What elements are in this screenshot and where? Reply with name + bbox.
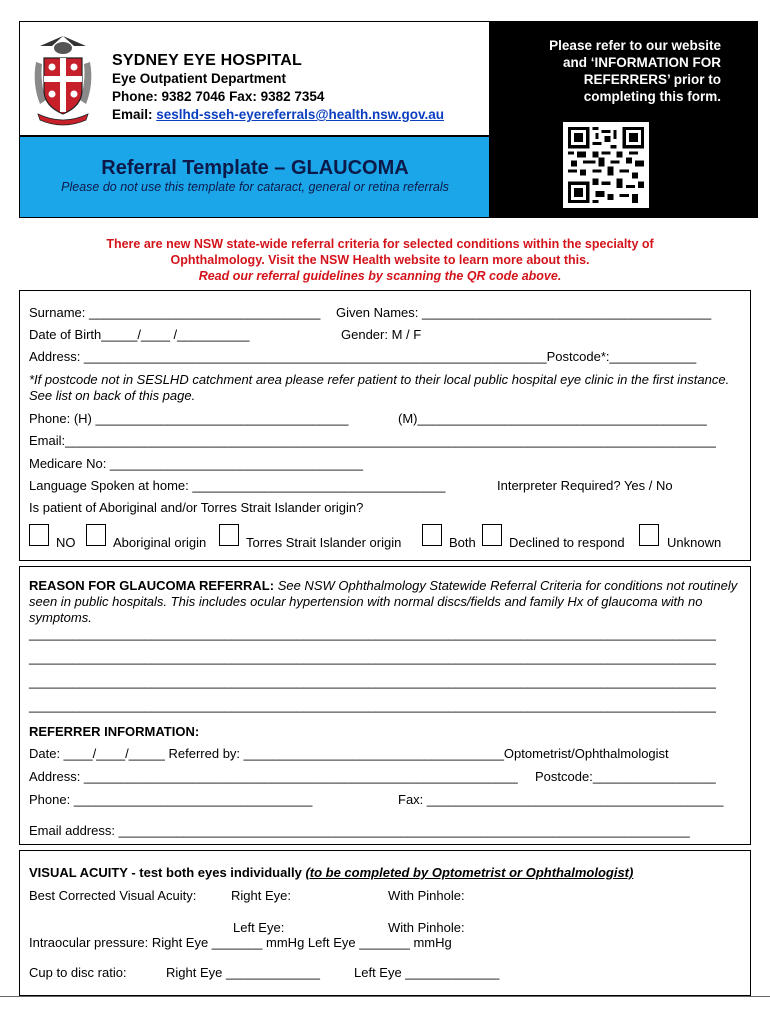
qr-code-icon	[568, 127, 644, 203]
checkbox-declined[interactable]	[482, 524, 502, 546]
option-label: Torres Strait Islander origin	[246, 535, 402, 550]
visual-heading-note: (to be completed by Optometrist or Ophthalmologist)	[305, 865, 634, 880]
phone-home-field[interactable]: Phone: (H) ___________________________________	[29, 411, 349, 426]
referrer-fax-field[interactable]: Fax: _________________________________________	[398, 792, 724, 807]
phone-fax: Phone: 9382 7046 Fax: 9382 7354	[112, 89, 325, 104]
option-label: NO	[56, 535, 76, 550]
bcva-label: Best Corrected Visual Acuity:	[29, 888, 197, 903]
website-notice-line: Please refer to our website	[549, 38, 721, 53]
language-field[interactable]: Language Spoken at home: ___________________________________	[29, 478, 446, 493]
cdr-right-field[interactable]: Right Eye _____________	[166, 965, 320, 980]
option-label: Aboriginal origin	[113, 535, 207, 550]
address-field[interactable]: Address: ________________________________________________________________Postcode*:____________	[29, 349, 697, 364]
hospital-crest-logo	[30, 34, 96, 126]
interpreter-field[interactable]: Interpreter Required? Yes / No	[497, 478, 673, 493]
website-notice	[489, 37, 721, 105]
reason-heading: REASON FOR GLAUCOMA REFERRAL:	[29, 578, 275, 593]
email-link[interactable]: seslhd-sseh-eyereferrals@health.nsw.gov.au	[156, 107, 445, 122]
referral-criteria-notice	[30, 236, 730, 284]
cdr-label: Cup to disc ratio:	[29, 965, 127, 980]
reason-note: See NSW Ophthalmology Statewide Referral Criteria for conditions not routinely seen in public hospitals. This includes ocular hypertension with normal discs/fields and family Hx of glaucoma with no symptoms.	[29, 578, 738, 625]
gender-field[interactable]: Gender: M / F	[341, 327, 422, 342]
iop-field[interactable]: Intraocular pressure: Right Eye _______ mmHg Left Eye _______ mmHg	[29, 935, 452, 950]
referrer-heading: REFERRER INFORMATION:	[29, 724, 200, 739]
left-eye-va-field[interactable]: Left Eye:	[233, 920, 285, 935]
right-eye-va-field[interactable]: Right Eye:	[231, 888, 291, 903]
email-label: Email:	[112, 107, 157, 122]
phone-mobile-field[interactable]: (M)________________________________________	[398, 411, 707, 426]
reason-line[interactable]: _______________________________________________________________________________________________	[29, 698, 716, 713]
reason-heading-block	[29, 578, 741, 626]
visual-heading-block	[29, 865, 633, 880]
surname-field[interactable]: Surname: ________________________________	[29, 305, 321, 320]
notice-line: Ophthalmology. Visit the NSW Health website to learn more about this.	[170, 253, 590, 267]
page-bottom-rule	[0, 996, 770, 997]
given-names-field[interactable]: Given Names: ________________________________________	[336, 305, 712, 320]
checkbox-both[interactable]	[422, 524, 442, 546]
hospital-name: SYDNEY EYE HOSPITAL	[112, 52, 302, 69]
referrer-address-field[interactable]: Address: ____________________________________________________________	[29, 769, 518, 784]
notice-line: Read our referral guidelines by scanning the QR code above.	[198, 269, 562, 283]
referrer-phone-field[interactable]: Phone: _________________________________	[29, 792, 313, 807]
left-pinhole-field[interactable]: With Pinhole:	[388, 920, 465, 935]
visual-heading: VISUAL ACUITY - test both eyes individually	[29, 865, 302, 880]
postcode-note: *If postcode not in SESLHD catchment area please refer patient to their local public hospital eye clinic in the first instance. See list on back of this page.	[29, 372, 730, 403]
website-notice-line: completing this form.	[583, 89, 721, 104]
checkbox-torres-strait[interactable]	[219, 524, 239, 546]
notice-line: There are new NSW state-wide referral criteria for selected conditions within the specialty of	[106, 237, 654, 251]
cdr-left-field[interactable]: Left Eye _____________	[354, 965, 500, 980]
email-line	[112, 107, 444, 122]
reason-line[interactable]: _______________________________________________________________________________________________	[29, 650, 716, 665]
email-field[interactable]: Email:__________________________________________________________________________________________	[29, 433, 716, 448]
form-title: Referral Template – GLAUCOMA	[101, 157, 409, 179]
aboriginal-question: Is patient of Aboriginal and/or Torres Strait Islander origin?	[29, 500, 364, 515]
department-name: Eye Outpatient Department	[112, 71, 287, 86]
option-label: Both	[449, 535, 476, 550]
website-notice-line: REFERRERS’ prior to	[583, 72, 721, 87]
title-banner	[19, 136, 489, 218]
referrer-postcode-field[interactable]: Postcode:_________________	[535, 769, 716, 784]
option-label: Declined to respond	[509, 535, 625, 550]
reason-line[interactable]: _______________________________________________________________________________________________	[29, 674, 716, 689]
dob-field[interactable]: Date of Birth_____/____ /__________	[29, 327, 250, 342]
checkbox-aboriginal[interactable]	[86, 524, 106, 546]
reason-line[interactable]: _______________________________________________________________________________________________	[29, 626, 716, 641]
form-subtitle: Please do not use this template for cataract, general or retina referrals	[61, 180, 449, 194]
website-notice-panel	[489, 21, 758, 218]
option-label: Unknown	[667, 535, 722, 550]
checkbox-unknown[interactable]	[639, 524, 659, 546]
checkbox-no[interactable]	[29, 524, 49, 546]
right-pinhole-field[interactable]: With Pinhole:	[388, 888, 465, 903]
medicare-field[interactable]: Medicare No: ___________________________________	[29, 456, 363, 471]
referral-date-field[interactable]: Date: ____/____/_____ Referred by: ____________________________________Optometrist/Ophthalmologist	[29, 746, 669, 761]
referrer-email-field[interactable]: Email address: _______________________________________________________________________________	[29, 823, 690, 838]
qr-code[interactable]	[563, 122, 649, 208]
website-notice-line: and ‘INFORMATION FOR	[563, 55, 721, 70]
